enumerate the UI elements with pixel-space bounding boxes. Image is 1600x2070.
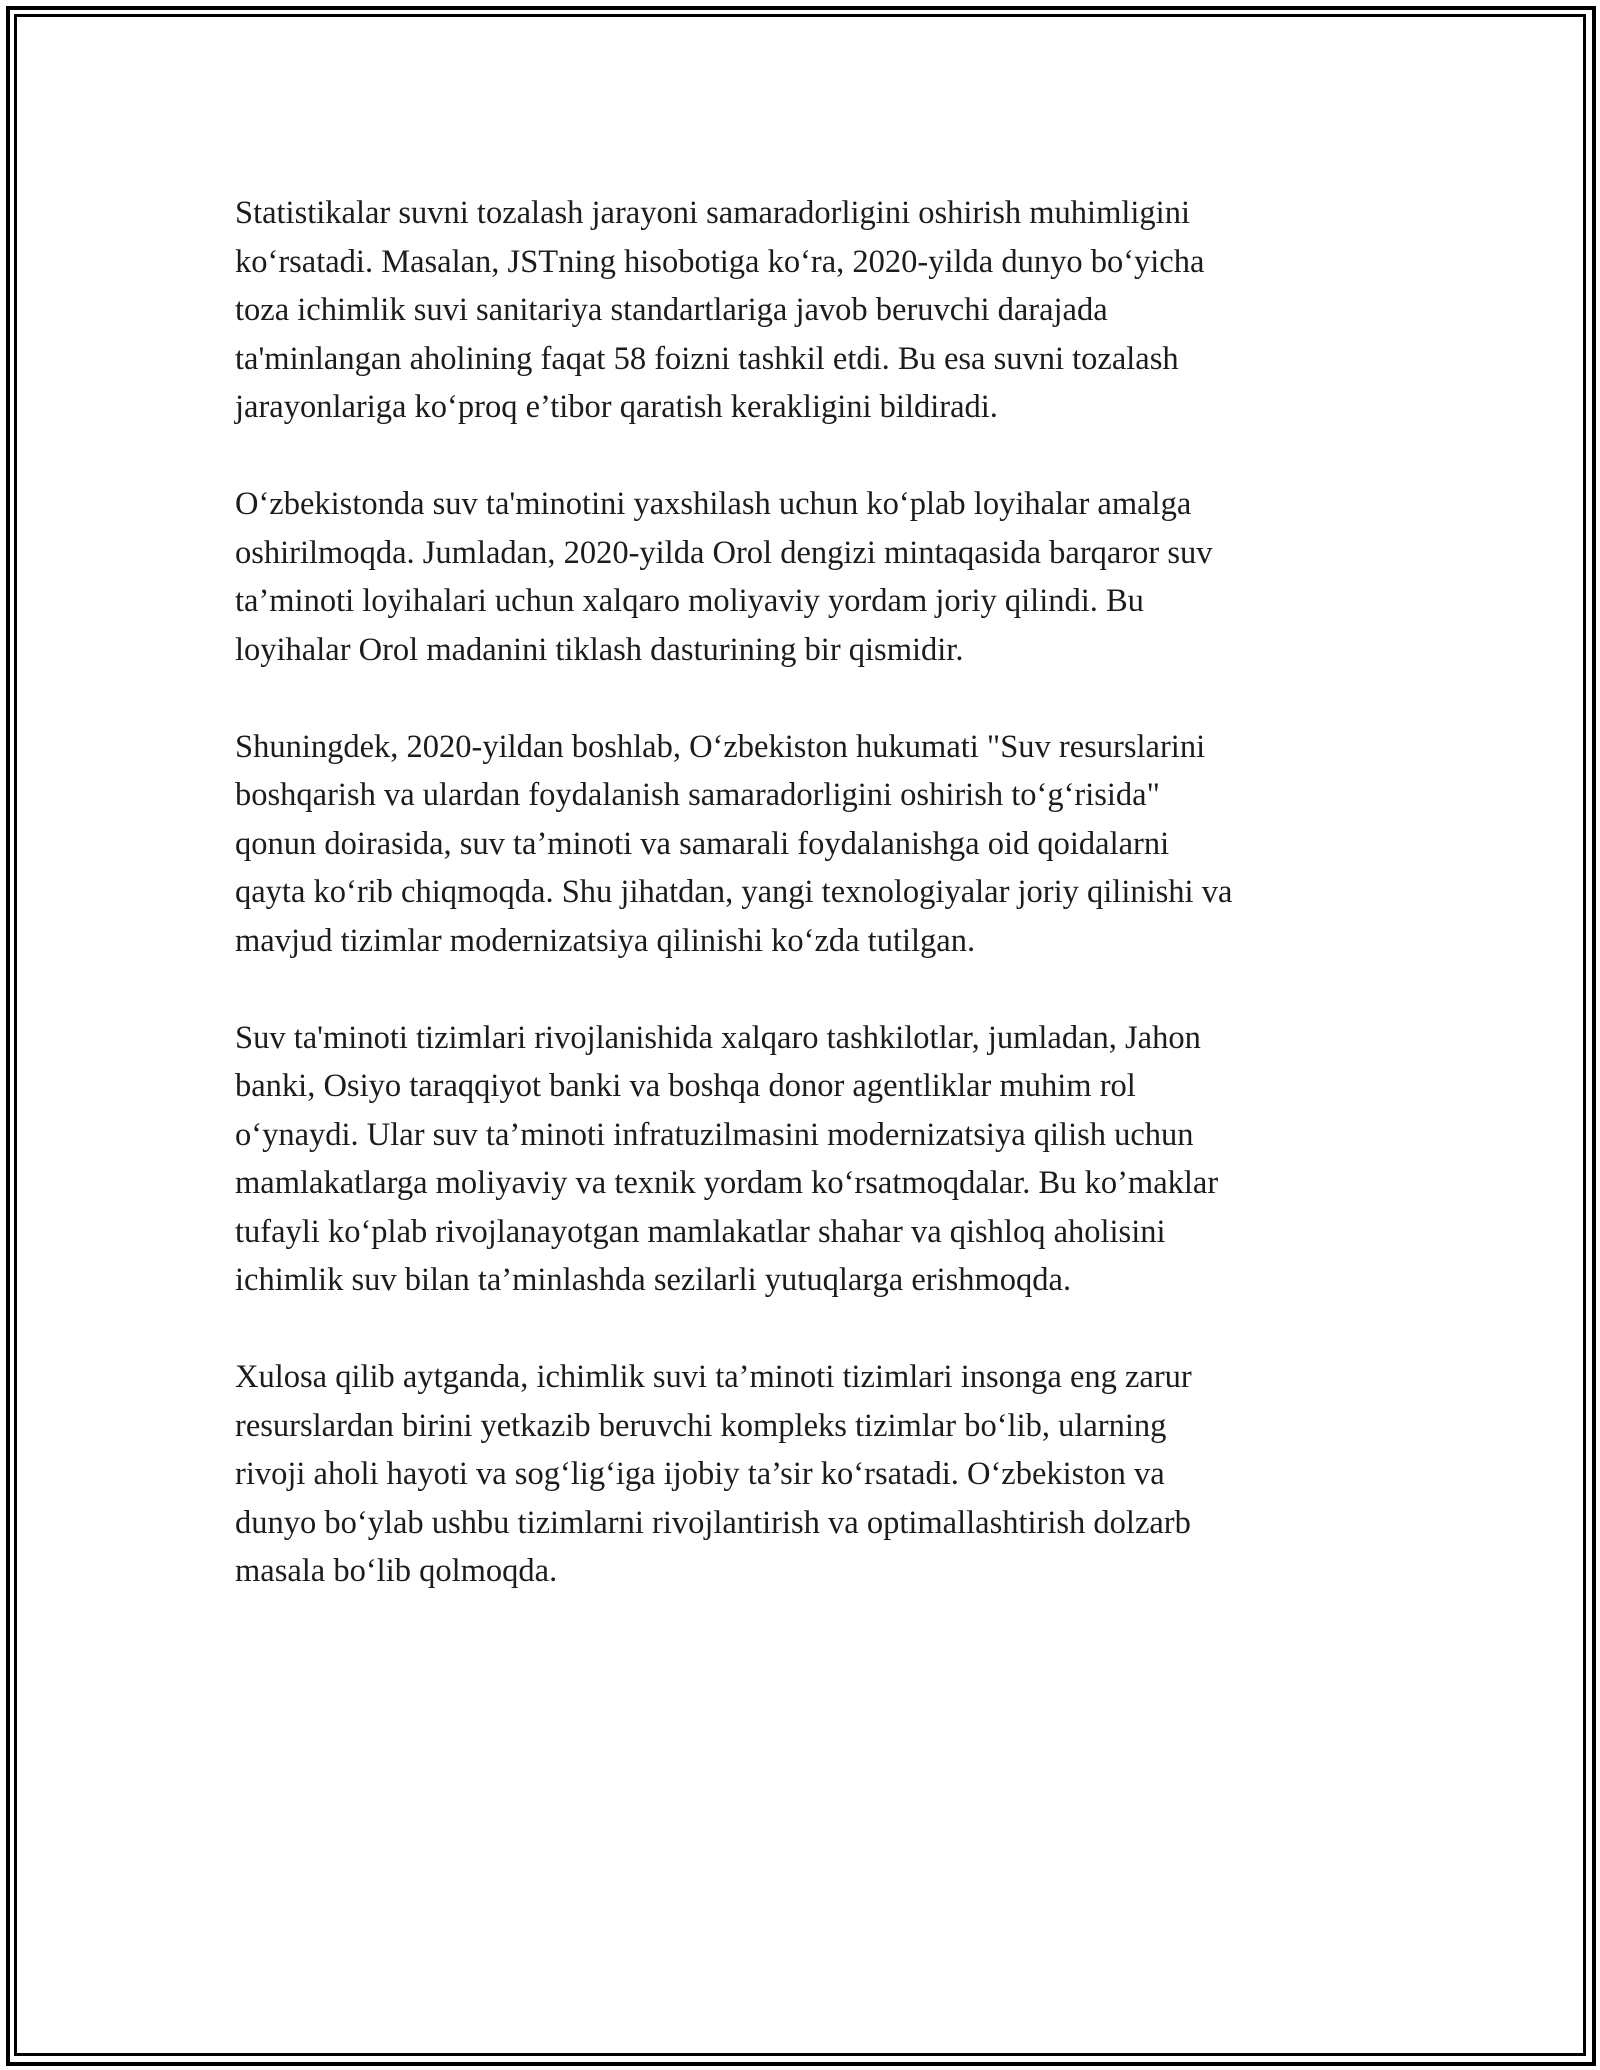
- document-body: [235, 189, 1385, 1644]
- paragraph-water-treatment-statistics: Statistikalar suvni tozalash jarayoni samaradorligini oshirish muhimligini ko‘rsatadi. Masalan, JSTning hisobotiga ko‘ra, 2020-yilda dunyo bo‘yicha toza ichimlik suvi sanitariya standartlariga javob beruvchi darajada ta'minlangan aholining faqat 58 foizni tashkil etdi. Bu esa suvni tozalash jarayonlariga ko‘proq e’tibor qaratish kerakligini bildiradi.: [235, 195, 1205, 425]
- paragraph-conclusion: Xulosa qilib aytganda, ichimlik suvi ta’minoti tizimlari insonga eng zarur resurslardan birini yetkazib beruvchi kompleks tizimlar bo‘lib, ularning rivoji aholi hayoti va sog‘lig‘iga ijobiy ta’sir ko‘rsatadi. O‘zbekiston va dunyo bo‘ylab ushbu tizimlarni rivojlantirish va optimallashtirish dolzarb masala bo‘lib qolmoqda.: [235, 1359, 1192, 1589]
- paragraph-government-regulation: Shuningdek, 2020-yildan boshlab, O‘zbekiston hukumati "Suv resurslarini boshqarish va ulardan foydalanish samaradorligini oshirish to‘g‘risida" qonun doirasida, suv ta’minoti va samarali foydalanishga oid qoidalarni qayta ko‘rib chiqmoqda. Shu jihatdan, yangi texnologiyalar joriy qilinishi va mavjud tizimlar modernizatsiya qilinishi ko‘zda tutilgan.: [235, 728, 1233, 959]
- paragraph-uzbekistan-water-projects: O‘zbekistonda suv ta'minotini yaxshilash uchun ko‘plab loyihalar amalga oshirilmoqda. Jumladan, 2020-yilda Orol dengizi mintaqasida barqaror suv ta’minoti loyihalari uchun xalqaro moliyaviy yordam joriy qilindi. Bu loyihalar Orol madanini tiklash dasturining bir qismidir.: [235, 486, 1213, 668]
- paragraph-international-organizations: Suv ta'minoti tizimlari rivojlanishida xalqaro tashkilotlar, jumladan, Jahon banki, Osiyo taraqqiyot banki va boshqa donor agentliklar muhim rol o‘ynaydi. Ular suv ta’minoti infratuzilmasini modernizatsiya qilish uchun mamlakatlarga moliyaviy va texnik yordam ko‘rsatmoqdalar. Bu ko’maklar tufayli ko‘plab rivojlanayotgan mamlakatlar shahar va qishloq aholisini ichimlik suv bilan ta’minlashda sezilarli yutuqlarga erishmoqda.: [235, 1019, 1219, 1298]
